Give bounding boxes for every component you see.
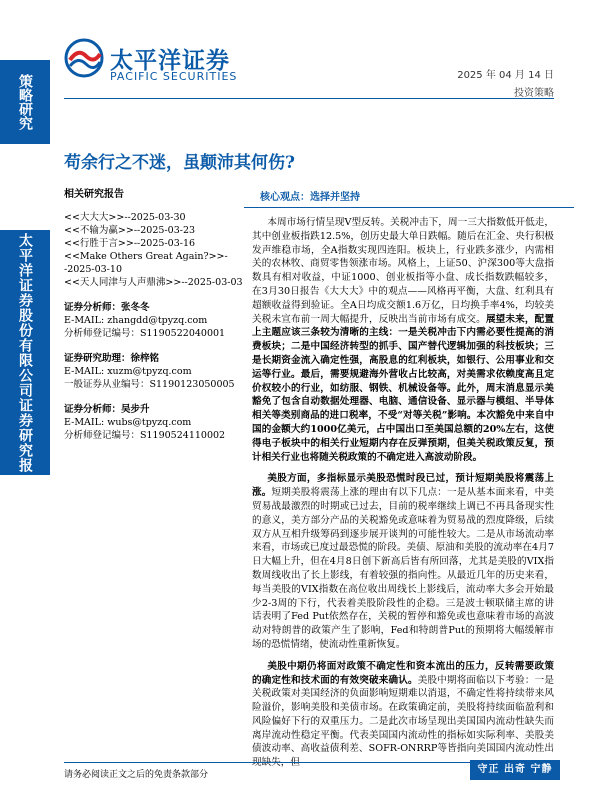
analyst-1 <box>64 301 244 340</box>
paragraph-3-text: 美股中期将面临以下考验：一是关税政策对美国经济的负面影响短期难以消退，不确定性将持续带来风险溢价，影响美股和美债市场。在政策确定前，美股将持续面临盈利和风险偏好下行的双重压力。二是此次市场呈现出美国国内流动性缺失而离岸流动性稳定平衡。代表美国国内流动性的指标如实际利率、美股美债波动率、高收益债利差、SOFR-ONRRP等皆指向美国国内流动性出现缺失，但 <box>252 674 555 769</box>
footer-tagline: 守正 出奇 宁静 致远 <box>470 760 560 780</box>
paragraph-2-bold: 美股方面，多指标显示美股恐慌时段已过，预计短期美股将震荡上涨。 <box>252 473 554 499</box>
report-date: 2025 年 04 月 14 日 <box>457 70 554 81</box>
report-type: 投资策略 <box>514 88 554 99</box>
analyst-2-email[interactable]: E-MAIL: wubs@tpyzq.com <box>64 417 192 428</box>
brand-name-cn: 太平洋证券 <box>110 48 230 74</box>
paragraph-3-bold: 美股中期仍将面对政策不确定性和资本流出的压力，反转需要政策的确定性和技术面的有效突破来确认。 <box>252 660 554 686</box>
analyst-1-email[interactable]: E-MAIL: zhangdd@tpyzq.com <box>64 315 208 326</box>
related-report-item[interactable]: <<大大大>>--2025-03-30 <box>64 212 186 223</box>
side-tab-company: 太平洋证券股份有限公司证券研究报 <box>0 230 50 475</box>
paragraph-1 <box>252 216 554 464</box>
analyst-1-label: 证券分析师：张冬冬 <box>64 302 150 313</box>
header-divider <box>64 98 554 99</box>
analyst-2 <box>64 403 244 442</box>
main-content <box>252 188 554 770</box>
analyst-1-reg: 分析师登记编号：S1190522040001 <box>64 328 226 339</box>
brand-name-en: PACIFIC SECURITIES <box>110 70 238 83</box>
side-tab-category: 策略研究 <box>0 60 50 144</box>
paragraph-2 <box>252 472 554 651</box>
brand-logo <box>64 36 274 90</box>
related-report-item[interactable]: <<不输为赢>>--2025-03-23 <box>64 225 196 236</box>
assistant <box>64 352 244 391</box>
core-view-heading: 核心观点：选择并坚持 <box>260 192 360 203</box>
report-title: 苟余行之不迷，虽颠沛其何伤? <box>64 153 295 173</box>
assistant-label: 证券研究助理：徐梓铭 <box>64 353 160 364</box>
core-view-divider <box>244 207 574 208</box>
paragraph-3 <box>252 660 554 770</box>
related-report-item[interactable]: <<Make Others Great Again?>>--2025-03-10 <box>64 251 228 275</box>
analyst-2-label: 证券分析师：吴步升 <box>64 404 150 415</box>
paragraph-1-bold: 展望未来，配置上主题应该三条较为清晰的主线：一是关税冲击下内需必要性提高的消费板块；二是中国经济转型的抓手、国产替代逻辑加强的科技板块；三是长期资金流入确定性强，高股息的红利板块，如银行、公用事业和交运等行业。最后，需要规避海外营收占比较高，对美需求依赖度高且定价权较小的行业，如纺服、钢铁、机械设备等。此外，周末消息显示美豁免了包含自动数据处理器、电脑、通信设备、显示器与模组、半导体相关等类别商品的进口税率，不受“对等关税”影响。本次豁免中来自中国的金额大约1000亿美元，占中国出口至美国总额的20%左右，这使得电子板块中的相关行业短期内存在反弹预期，但美关税政策反复，预计相关行业也将随关税政策的不确定进入高波动阶段。 <box>252 313 555 463</box>
related-reports-heading: 相关研究报告 <box>64 189 124 200</box>
analyst-2-reg: 分析师登记编号：S1190524110002 <box>64 430 226 441</box>
assistant-email[interactable]: E-MAIL: xuzm@tpyzq.com <box>64 366 192 377</box>
pacific-securities-logo-icon <box>64 38 104 78</box>
paragraph-2-text: 短期美股将震荡上涨的理由有以下几点：一是从基本面来看，中美贸易战最激烈的时期或已过去，目前的税率继续上调已不再具备现实性的意义，美方部分产品的关税豁免或意味着为贸易战的烈度降级，后续双方从互相升级筹码到逐步展开谈判的可能性较大。二是从市场流动率来看，市场或已度过最恐慌的阶段。美债、原油和美股的流动率在4月7日大幅上升，但在4月8日创下新高后皆有所回落，尤其是美股的VIX指数周线收出了长上影线，有着较强的指向性。从最近几年的历史来看，每当美股的VIX指数在高位收出周线长上影线后，流动率大多会开始最少2-3周的下行，代表着美股阶段性的企稳。三是波士顿联储主席的讲话表明了Fed Put依然存在，关税的暂停和豁免或也意味着市场的高波动对特朗普的政策产生了影响，Fed和特朗普Put的预期将大幅缓解市场的恐慌情绪，使流动性重新恢复。 <box>252 487 555 650</box>
left-column <box>64 188 244 442</box>
paragraph-1-text: 本周市场行情呈现V型反转。关税冲击下，周一三大指数低开低走，其中创业板指跌12.5%，创历史最大单日跌幅。随后在汇金、央行积极发声维稳市场，全A指数实现四连阳。板块上，行业跌多涨少，内需相关的农林牧、商贸零售领涨市场。风格上，上证50、沪深300等大盘指数具有相对收益，中证1000、创业板指等小盘、成长指数跌幅较多，在3月30日报告《大大大》中的观点——风格再平衡，大盘、红利具有超额收益得到验证。全A日均成交额1.6万亿，日均换手率4%，均较美关税未宣布前一周大幅提升，反映出当前市场有成交。 <box>252 217 554 325</box>
assistant-reg: 一般证券从业编号：S1190123050005 <box>64 379 235 390</box>
related-report-item[interactable]: <<天人同津与人声鼎沸>>--2025-03-03 <box>64 277 243 288</box>
related-report-item[interactable]: <<行胜于言>>--2025-03-16 <box>64 238 196 249</box>
disclaimer-notice: 请务必阅读正文之后的免责条款部分 <box>64 770 209 780</box>
